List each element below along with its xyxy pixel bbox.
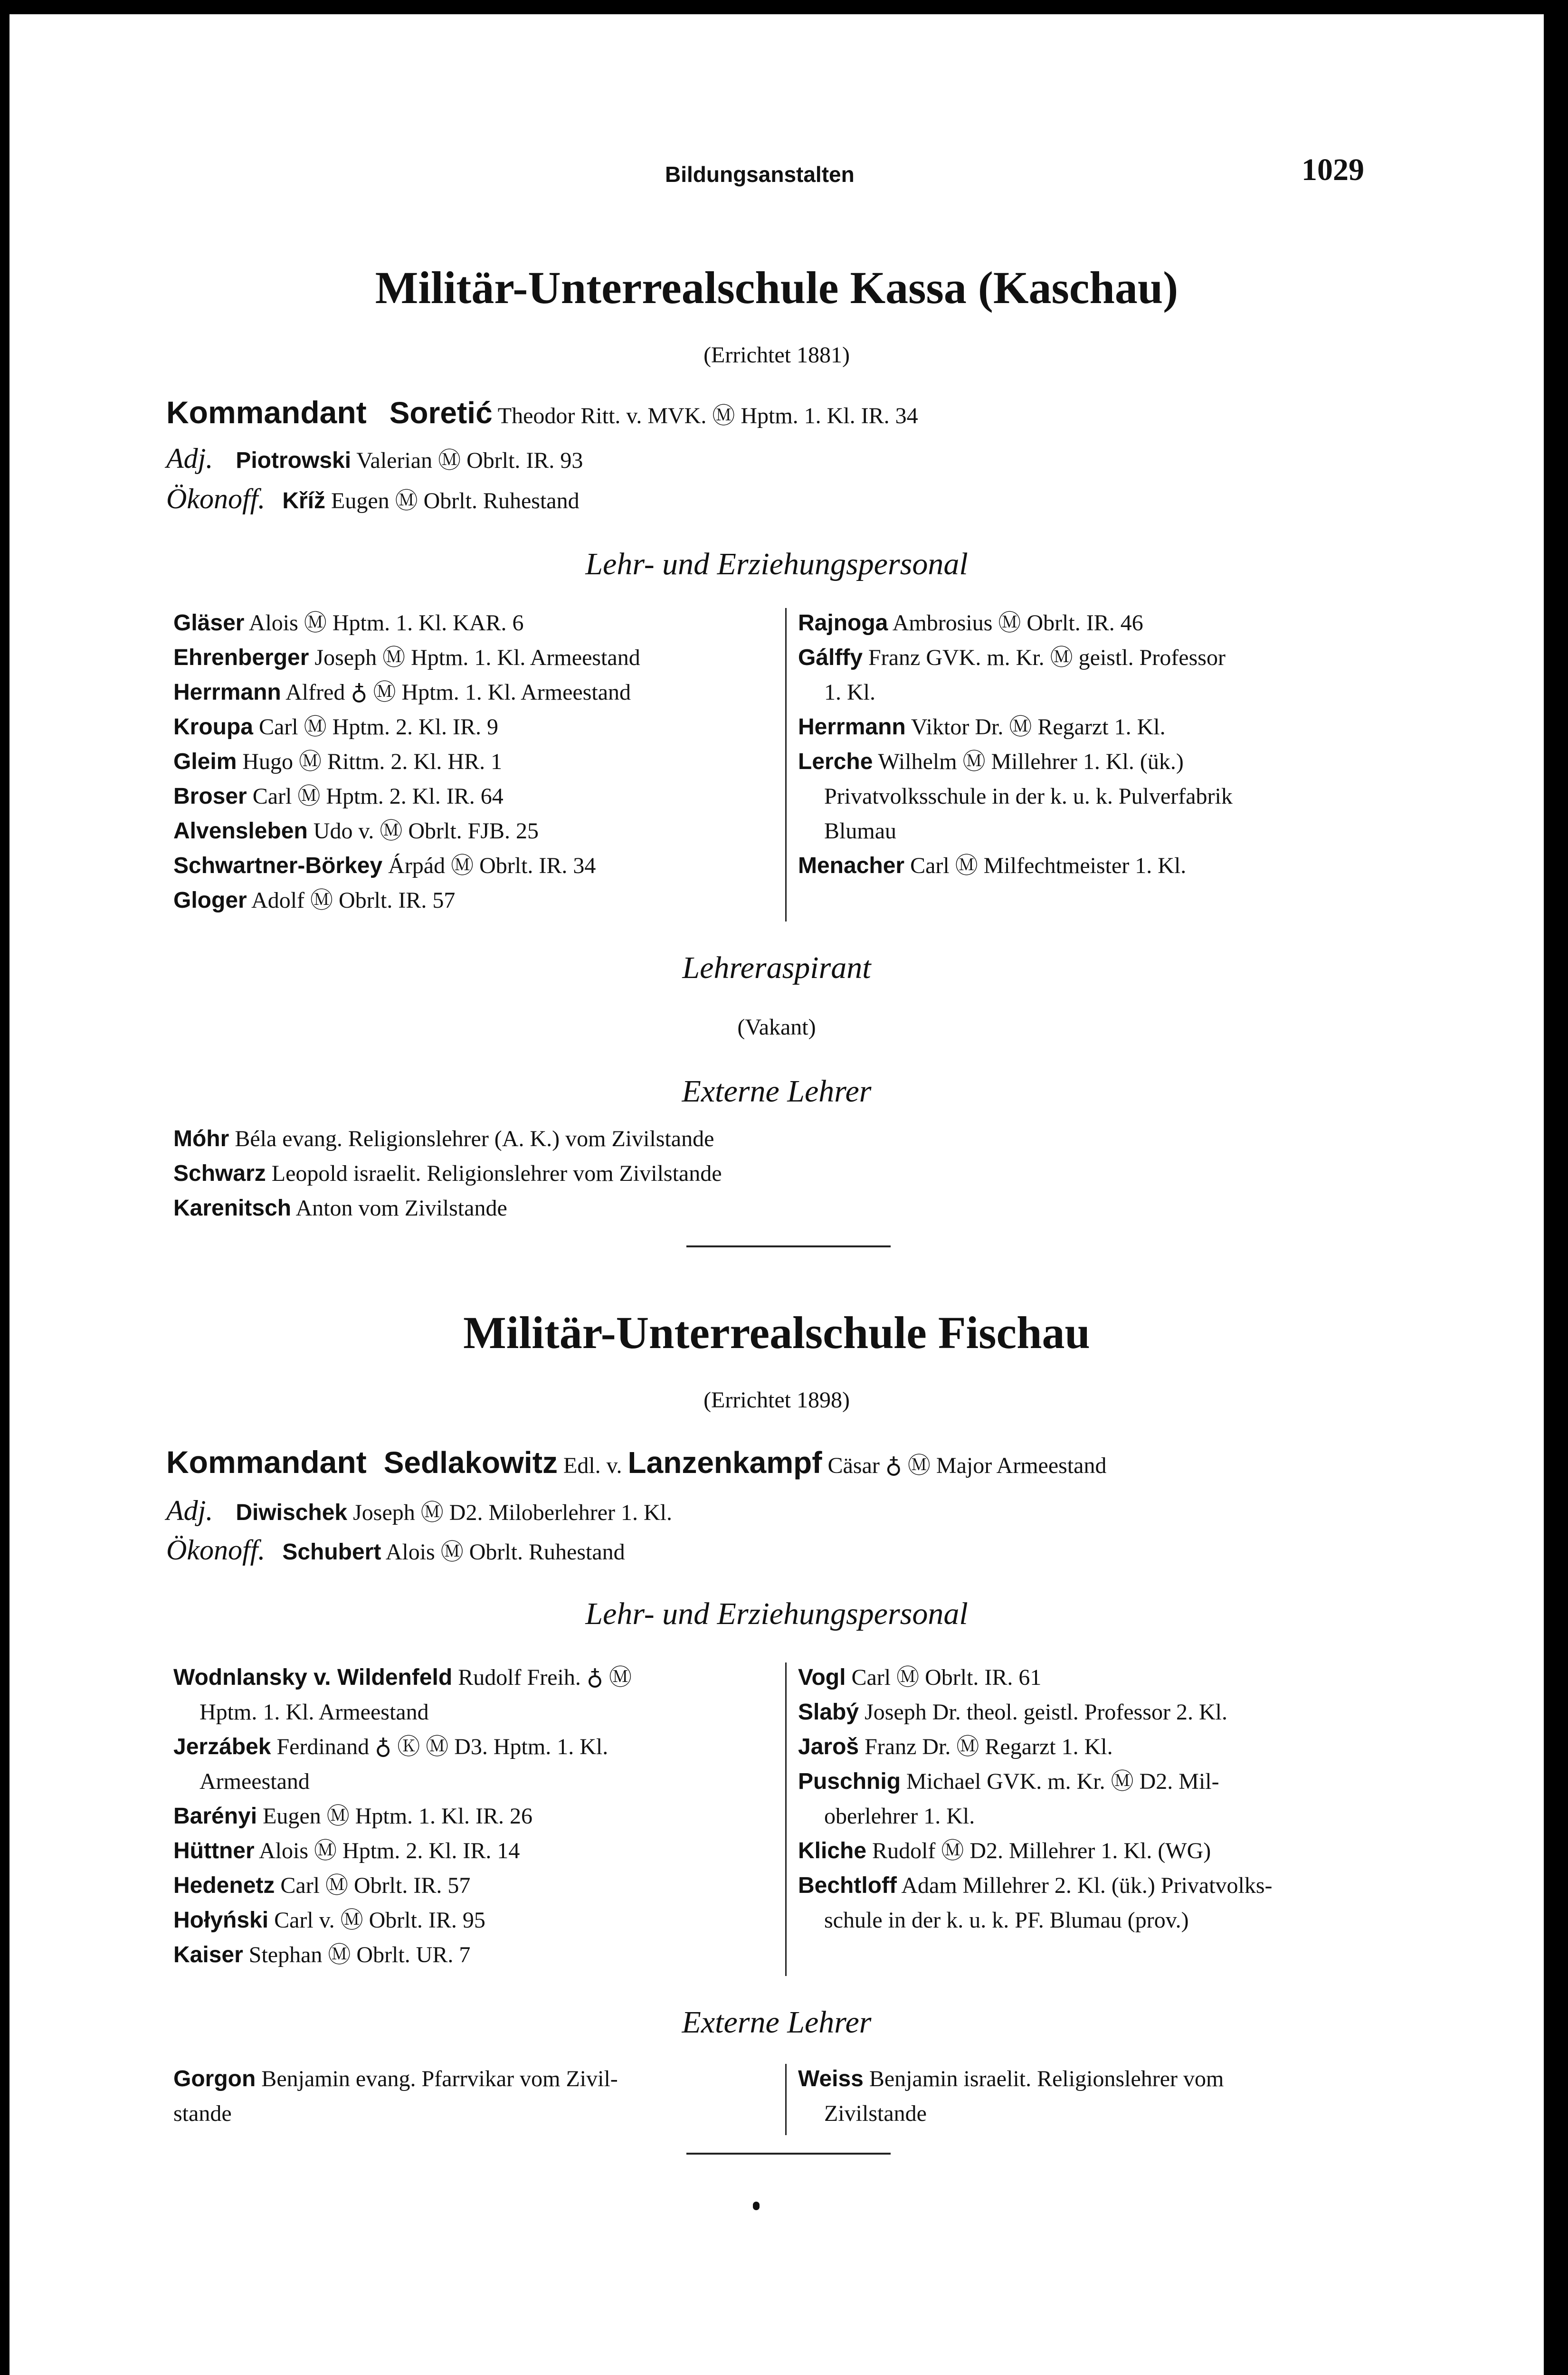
surname: Diwischek (236, 1500, 348, 1525)
list-item: Schwarz Leopold israelit. Religionslehrer vom Zivilstande (173, 1161, 722, 1186)
list-item-cont: Armeestand (200, 1769, 310, 1794)
list-item: Kaiser Stephan Ⓜ Obrlt. UR. 7 (173, 1942, 471, 1967)
list-item: Alvensleben Udo v. Ⓜ Obrlt. FJB. 25 (173, 818, 539, 844)
list-item-cont: Hptm. 1. Kl. Armeestand (200, 1700, 429, 1725)
list-item-cont: 1. Kl. (824, 680, 875, 705)
fischau-external-heading: Externe Lehrer (682, 2005, 872, 2040)
list-item: Móhr Béla evang. Religionslehrer (A. K.) vom Zivilstande (173, 1126, 714, 1151)
fischau-title: Militär-Unterrealschule Fischau (463, 1307, 1090, 1358)
details: Valerian Ⓜ Obrlt. IR. 93 (356, 448, 583, 473)
fischau-kommandant-line (166, 1444, 1106, 1480)
list-item: Gálffy Franz GVK. m. Kr. Ⓜ geistl. Professor (798, 645, 1226, 670)
list-item: Lerche Wilhelm Ⓜ Millehrer 1. Kl. (ük.) (798, 749, 1184, 774)
list-item: Weiss Benjamin israelit. Religionslehrer vom (798, 2066, 1224, 2091)
fischau-external-left (173, 2062, 781, 2131)
list-item: Gloger Adolf Ⓜ Obrlt. IR. 57 (173, 888, 456, 913)
details: Alois Ⓜ Obrlt. Ruhestand (385, 1539, 625, 1565)
list-item-cont: Blumau (824, 818, 896, 844)
role-label: Ökonoff. (166, 1534, 266, 1566)
fischau-staff-left-column (173, 1660, 781, 1972)
ornament-dot (753, 2202, 760, 2210)
fischau-adjutant-line (166, 1494, 672, 1527)
name-particle: Edl. v. (563, 1453, 622, 1478)
role-label: Adj. (166, 1495, 213, 1526)
list-item-cont: schule in der k. u. k. PF. Blumau (prov.) (824, 1908, 1189, 1933)
list-item: Hüttner Alois Ⓜ Hptm. 2. Kl. IR. 14 (173, 1838, 520, 1863)
page-number: 1029 (1302, 152, 1364, 187)
surname-2: Lanzenkampf (627, 1445, 822, 1480)
section-divider (686, 1245, 891, 1247)
list-item: Ehrenberger Joseph Ⓜ Hptm. 1. Kl. Armeestand (173, 645, 640, 670)
details: Theodor Ritt. v. MVK. Ⓜ Hptm. 1. Kl. IR. 34 (497, 403, 918, 428)
details: Eugen Ⓜ Obrlt. Ruhestand (331, 488, 580, 513)
surname: Schubert (282, 1539, 381, 1565)
fischau-founded: (Errichtet 1898) (703, 1387, 850, 1413)
kassa-staff-right-column (798, 606, 1416, 883)
fischau-staff-right-column (798, 1660, 1416, 1938)
details: Cäsar ♁ Ⓜ Major Armeestand (827, 1453, 1107, 1478)
list-item: Barényi Eugen Ⓜ Hptm. 1. Kl. IR. 26 (173, 1804, 533, 1829)
column-divider (785, 608, 787, 922)
role-label: Kommandant (166, 395, 367, 430)
list-item: Gläser Alois Ⓜ Hptm. 1. Kl. KAR. 6 (173, 610, 524, 636)
list-item: Rajnoga Ambrosius Ⓜ Obrlt. IR. 46 (798, 610, 1143, 636)
list-item: Kroupa Carl Ⓜ Hptm. 2. Kl. IR. 9 (173, 714, 498, 740)
role-label: Ökonoff. (166, 483, 266, 514)
kassa-title: Militär-Unterrealschule Kassa (Kaschau) (375, 262, 1178, 313)
kassa-adjutant-line (166, 442, 583, 475)
surname: Sedlakowitz (383, 1445, 558, 1480)
list-item-cont: oberlehrer 1. Kl. (824, 1804, 975, 1829)
details: Joseph Ⓜ D2. Miloberlehrer 1. Kl. (353, 1500, 672, 1525)
kassa-oekonom-line (166, 482, 580, 515)
surname: Soretić (389, 396, 493, 430)
list-item: Puschnig Michael GVK. m. Kr. Ⓜ D2. Mil- (798, 1769, 1219, 1794)
list-item: Hedenetz Carl Ⓜ Obrlt. IR. 57 (173, 1873, 471, 1898)
role-label: Kommandant (166, 1444, 367, 1480)
fischau-oekonom-line (166, 1533, 625, 1567)
role-label: Adj. (166, 443, 213, 474)
list-item: Wodnlansky v. Wildenfeld Rudolf Freih. ♁ Ⓜ (173, 1665, 632, 1690)
surname: Kříž (282, 488, 325, 513)
running-head: Bildungsanstalten (665, 162, 855, 187)
column-divider (785, 1662, 787, 1976)
kassa-kommandant-line (166, 394, 918, 430)
fischau-staff-heading: Lehr- und Erziehungspersonal (585, 1596, 968, 1631)
list-item: Gleim Hugo Ⓜ Rittm. 2. Kl. HR. 1 (173, 749, 503, 774)
list-item: Broser Carl Ⓜ Hptm. 2. Kl. IR. 64 (173, 784, 504, 809)
list-item-cont: stande (173, 2101, 232, 2126)
list-item: Gorgon Benjamin evang. Pfarrvikar vom Zivil- (173, 2066, 618, 2091)
list-item: Menacher Carl Ⓜ Milfechtmeister 1. Kl. (798, 853, 1187, 878)
list-item: Herrmann Alfred ♁ Ⓜ Hptm. 1. Kl. Armeestand (173, 680, 631, 705)
list-item: Karenitsch Anton vom Zivilstande (173, 1196, 507, 1221)
kassa-aspirant-heading: Lehreraspirant (682, 950, 871, 985)
list-item: Slabý Joseph Dr. theol. geistl. Professor 2. Kl. (798, 1700, 1228, 1725)
list-item: Bechtloff Adam Millehrer 2. Kl. (ük.) Privatvolks- (798, 1873, 1273, 1898)
list-item: Herrmann Viktor Dr. Ⓜ Regarzt 1. Kl. (798, 714, 1166, 740)
list-item: Hołyński Carl v. Ⓜ Obrlt. IR. 95 (173, 1908, 485, 1933)
kassa-staff-heading: Lehr- und Erziehungspersonal (585, 547, 968, 581)
kassa-founded: (Errichtet 1881) (703, 342, 850, 368)
document-page (10, 14, 1544, 2375)
list-item-cont: Zivilstande (824, 2101, 927, 2126)
list-item: Kliche Rudolf Ⓜ D2. Millehrer 1. Kl. (WG) (798, 1838, 1211, 1863)
surname: Piotrowski (236, 448, 352, 473)
kassa-staff-left-column (173, 606, 777, 918)
list-item: Jerzábek Ferdinand ♁ Ⓚ Ⓜ D3. Hptm. 1. Kl. (173, 1734, 608, 1759)
column-divider (785, 2064, 787, 2135)
list-item: Schwartner-Börkey Árpád Ⓜ Obrlt. IR. 34 (173, 853, 596, 878)
list-item-cont: Privatvolksschule in der k. u. k. Pulverfabrik (824, 784, 1233, 809)
kassa-aspirant-value: (Vakant) (737, 1015, 816, 1040)
fischau-external-right (798, 2062, 1416, 2131)
section-divider (686, 2153, 891, 2155)
list-item: Jaroš Franz Dr. Ⓜ Regarzt 1. Kl. (798, 1734, 1113, 1759)
list-item: Vogl Carl Ⓜ Obrlt. IR. 61 (798, 1665, 1042, 1690)
kassa-external-heading: Externe Lehrer (682, 1074, 872, 1109)
